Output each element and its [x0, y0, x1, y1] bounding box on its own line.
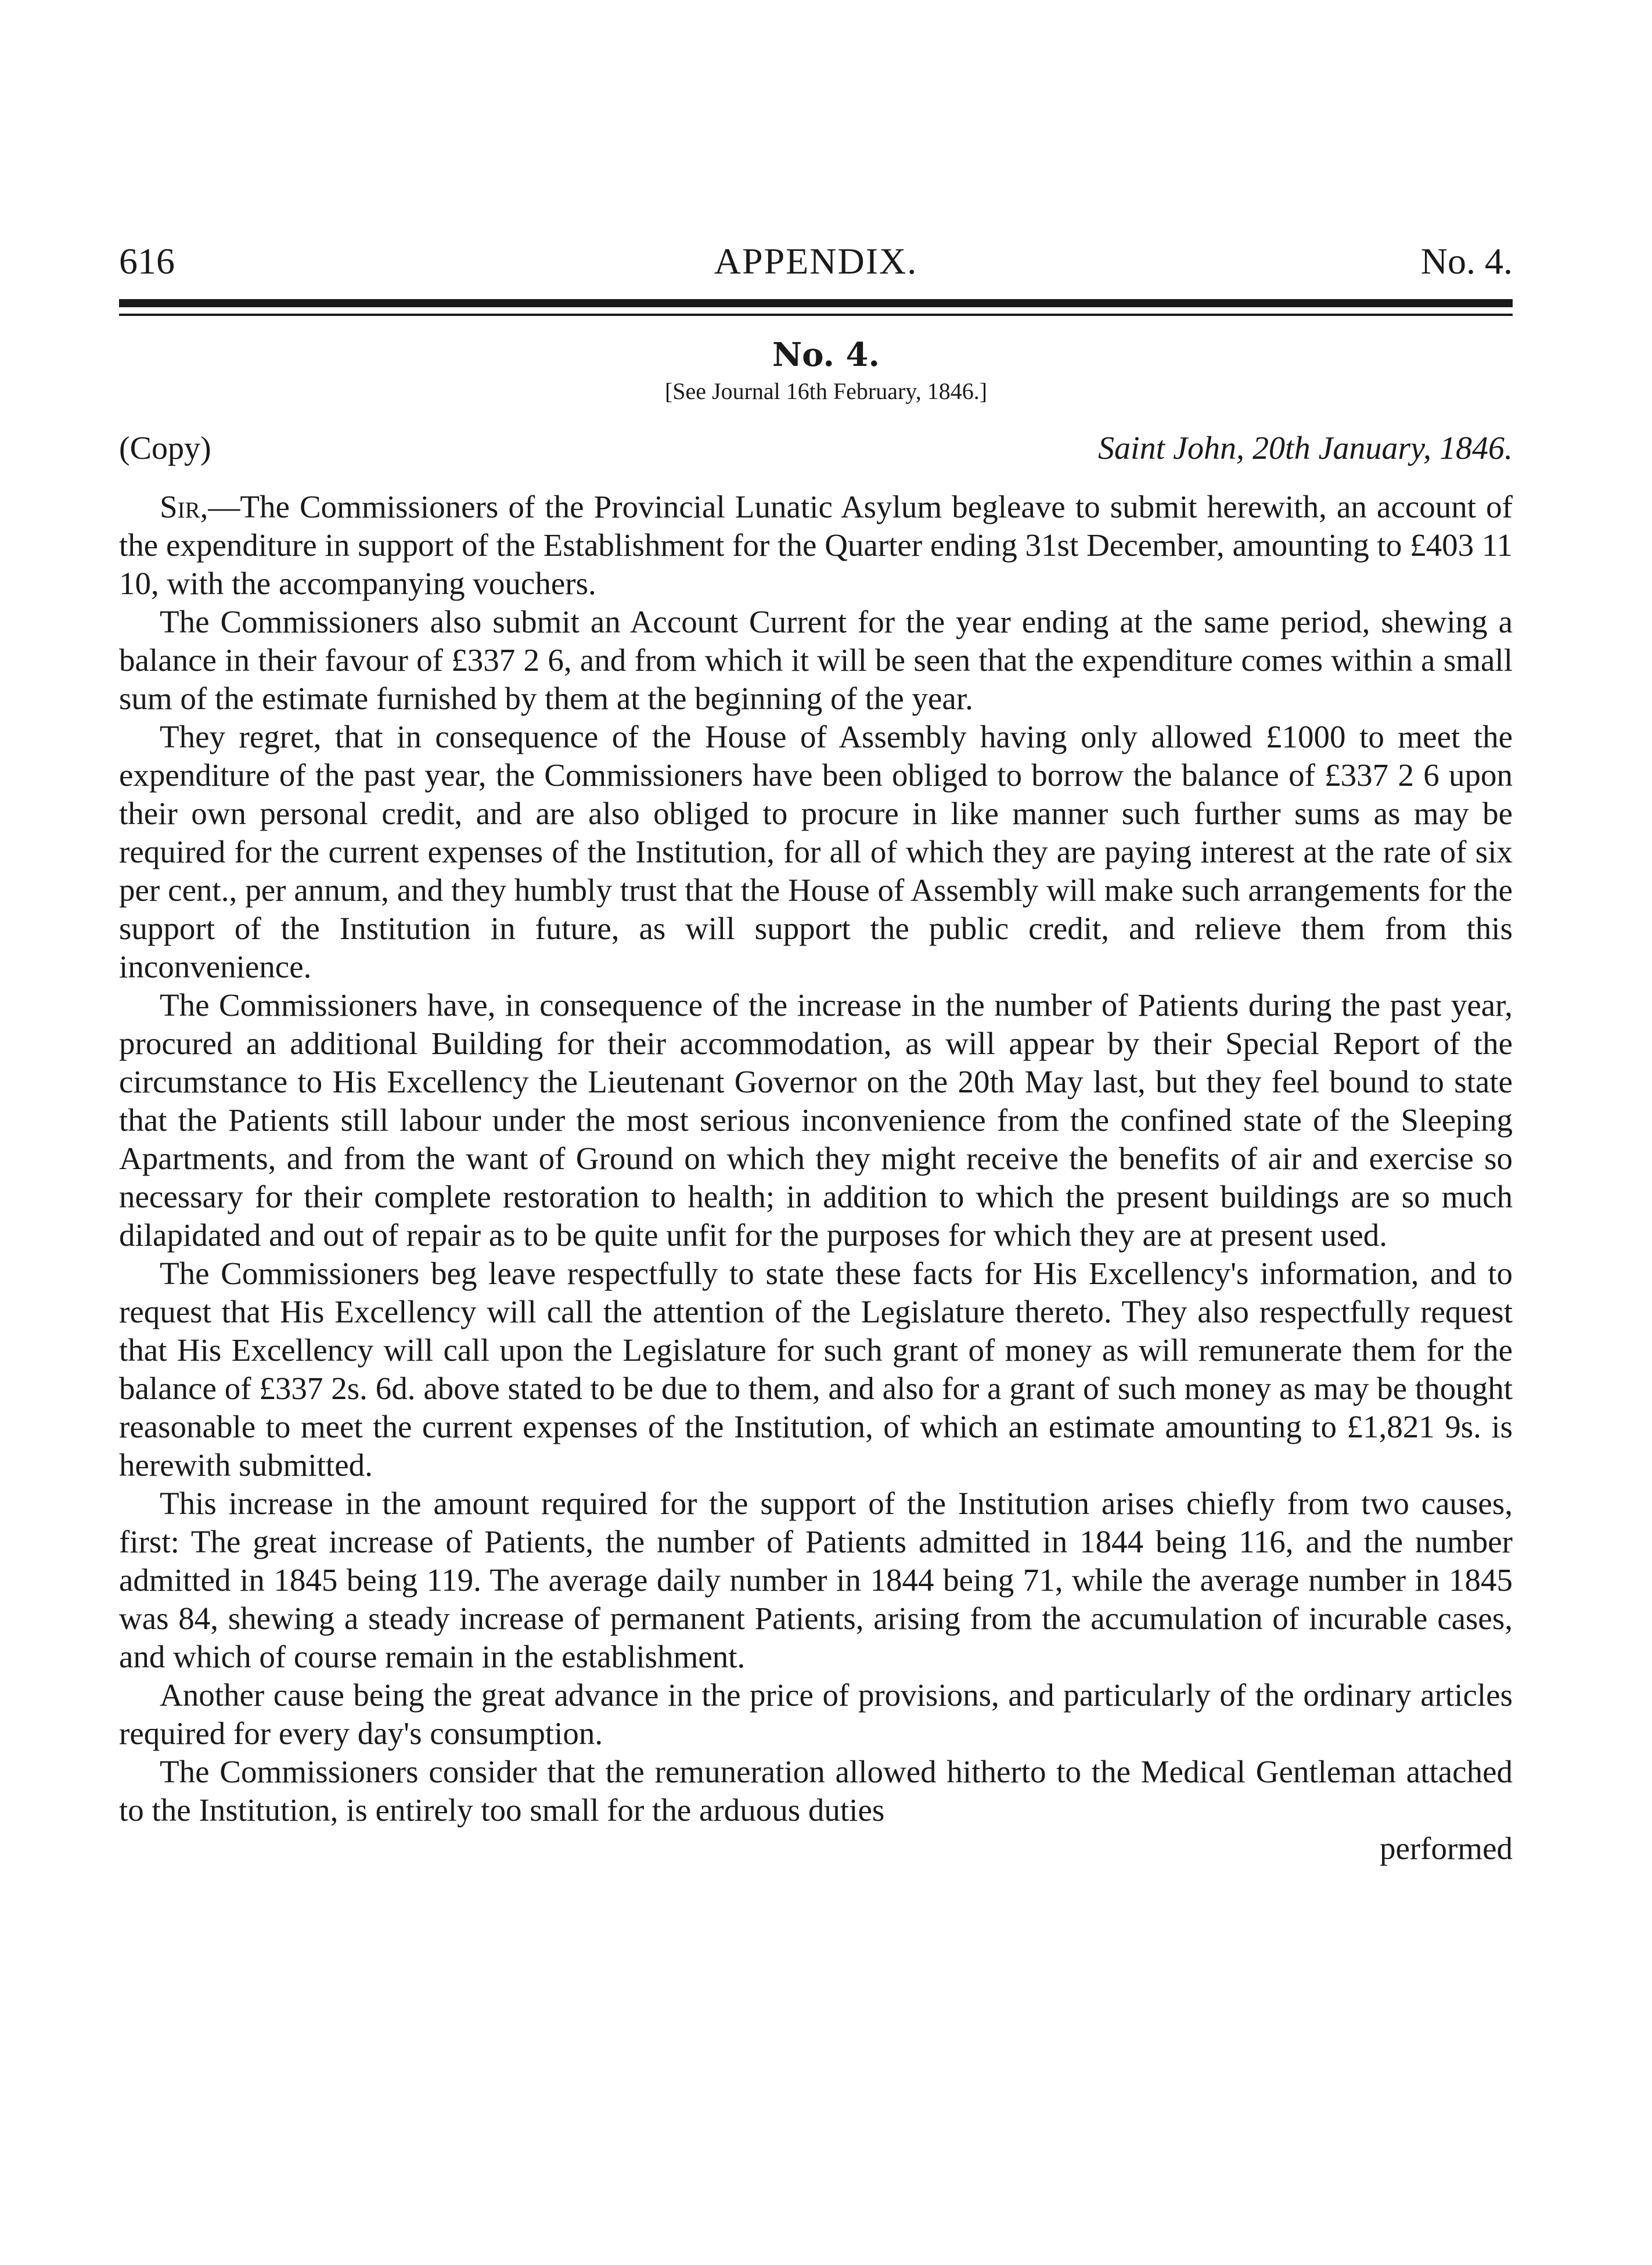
running-head	[119, 238, 1513, 285]
header-rule-thick	[119, 299, 1513, 307]
dateline: Saint John, 20th January, 1846.	[1098, 430, 1513, 466]
paragraph: The Commissioners consider that the remuneration allowed hitherto to the Medical Gentleman attached to the Institution, is entirely too small for the arduous duties	[119, 1754, 1513, 1828]
letter-body	[119, 488, 1513, 1868]
page-number: 616	[119, 240, 175, 282]
paragraph: The Commissioners also submit an Account Current for the year ending at the same period, shewing a balance in their favour of £337 2 6, and from which it will be seen that the expenditure comes within a small sum of the estimate furnished by them at the beginning of the year.	[119, 604, 1513, 716]
paragraph: They regret, that in consequence of the House of Assembly having only allowed £1000 to meet the expenditure of the past year, the Commissioners have been obliged to borrow the balance of £337 2 6 upon their own personal credit, and are also obliged to procure in like manner such further sums as may be required for the current expenses of the Institution, for all of which they are paying interest at the rate of six per cent., per annum, and they humbly trust that the House of Assembly will make such arrangements for the support of the Institution in future, as will support the public credit, and relieve them from this inconvenience.	[119, 719, 1513, 984]
copy-label: (Copy)	[119, 430, 211, 466]
paragraph: Another cause being the great advance in the price of provisions, and particularly of the ordinary articles required for every day's consumption.	[119, 1677, 1513, 1751]
paragraph: The Commissioners beg leave respectfully to state these facts for His Excellency's information, and to request that His Excellency will call the attention of the Legislature thereto. They also respectfully request that His Excellency will call upon the Legislature for such grant of money as will remunerate them for the balance of £337 2s. 6d. above stated to be due to them, and also for a grant of such money as may be thought reasonable to meet the current expenses of the Institution, of which an estimate amounting to £1,821 9s. is herewith submitted.	[119, 1256, 1513, 1483]
appendix-number: No. 4.	[1420, 240, 1513, 282]
document-title: No. 4.	[772, 336, 880, 374]
paragraph	[119, 488, 1513, 603]
journal-reference: [See Journal 16th February, 1846.]	[664, 378, 988, 404]
header-rule-thin	[119, 314, 1513, 316]
salutation: Sir,	[160, 489, 208, 524]
paragraph: This increase in the amount required for the support of the Institution arises chiefly from two causes, first: The great increase of Patients, the number of Patients admitted in 1844 being 116, and the number admitted in 1845 being 119. The average daily number in 1844 being 71, while the average number in 1845 was 84, shewing a steady increase of permanent Patients, arising from the accumulation of incurable cases, and which of course remain in the establishment.	[119, 1486, 1513, 1674]
section-title: APPENDIX.	[714, 240, 918, 282]
paragraph-text: —The Commissioners of the Provincial Lunatic Asylum begleave to submit herewith, an account of the expenditure in support of the Establishment for the Quarter ending 31st December, amounting to £403 11 10, with the accompanying vouchers.	[119, 489, 1513, 601]
catchword: performed	[1379, 1831, 1513, 1866]
paragraph: The Commissioners have, in consequence of the increase in the number of Patients during the past year, procured an additional Building for their accommodation, as will appear by their Special Report of the circumstance to His Excellency the Lieutenant Governor on the 20th May last, but they feel bound to state that the Patients still labour under the most serious inconvenience from the confined state of the Sleeping Apartments, and from the want of Ground on which they might receive the benefits of air and exercise so necessary for their complete restoration to health; in addition to which the present buildings are so much dilapidated and out of repair as to be quite unfit for the purposes for which they are at present used.	[119, 987, 1513, 1253]
